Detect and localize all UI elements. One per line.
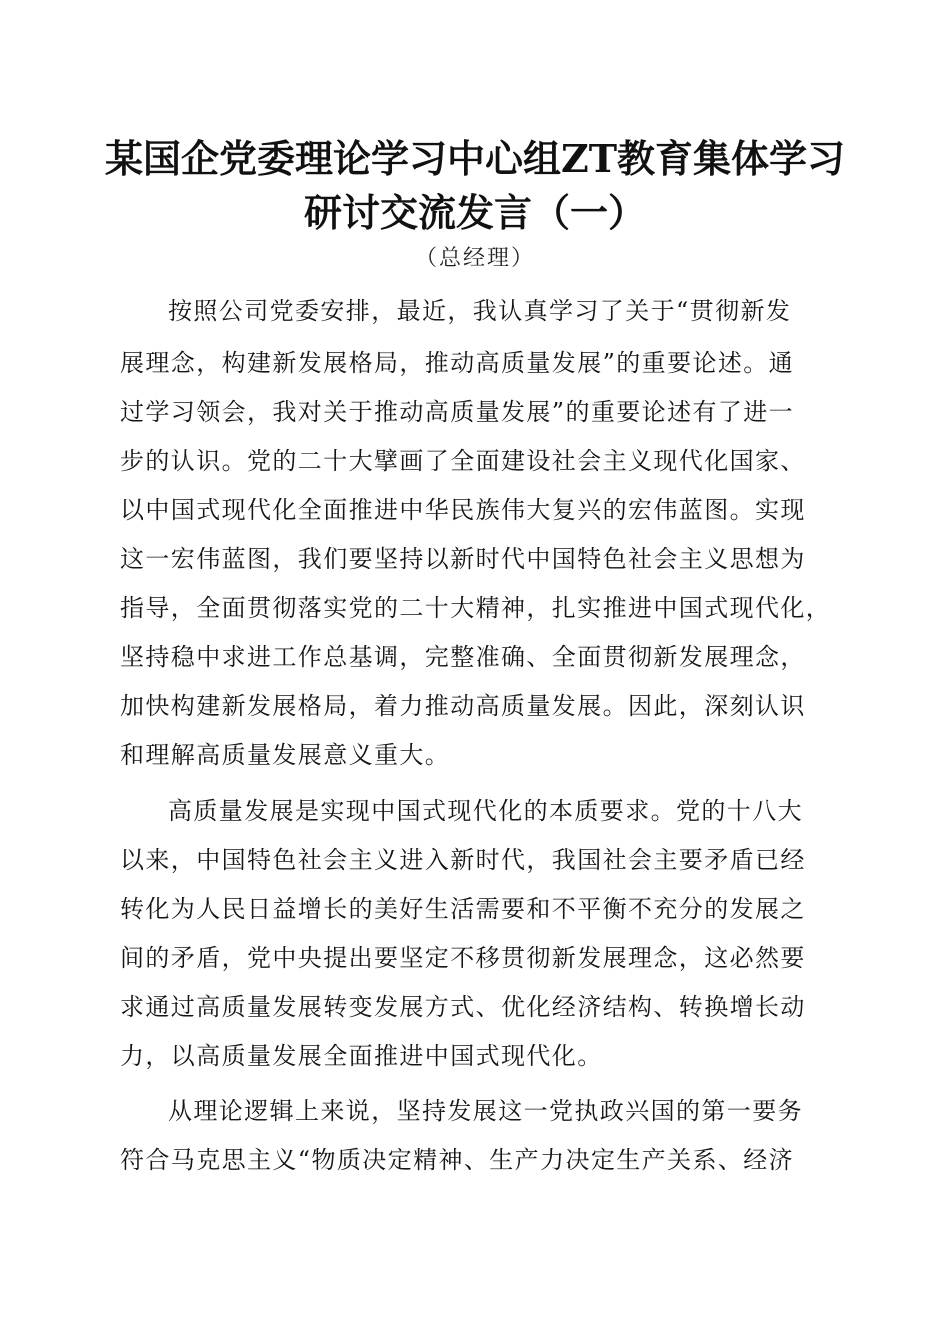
document-title-line-1: 某国企党委理论学习中心组ZT教育集体学习: [104, 136, 846, 181]
paragraph-2-line-4: 间的矛盾，党中央提出要坚定不移贯彻新发展理念，这必然要: [120, 944, 806, 972]
document-title-line-2: 研讨交流发言（一）: [303, 190, 646, 235]
paragraph-1-line-1: 按照公司党委安排，最近，我认真学习了关于“贯彻新发: [168, 297, 792, 325]
paragraph-1-line-2: 展理念，构建新发展格局，推动高质量发展”的重要论述。通: [120, 349, 795, 377]
paragraph-1-line-9: 加快构建新发展格局，着力推动高质量发展。因此，深刻认识: [120, 692, 806, 720]
paragraph-1-line-3: 过学习领会，我对关于推动高质量发展”的重要论述有了进一: [120, 398, 795, 426]
paragraph-1-line-6: 这一宏伟蓝图，我们要坚持以新时代中国特色社会主义思想为: [120, 545, 806, 573]
paragraph-1-line-7: 指导，全面贯彻落实党的二十大精神，扎实推进中国式现代化，: [120, 594, 832, 622]
paragraph-1-line-4: 步的认识。党的二十大擘画了全面建设社会主义现代化国家、: [120, 447, 806, 475]
paragraph-3-line-1: 从理论逻辑上来说，坚持发展这一党执政兴国的第一要务: [168, 1097, 803, 1125]
paragraph-3-line-2: 符合马克思主义“物质决定精神、生产力决定生产关系、经济: [120, 1146, 795, 1174]
paragraph-1-line-5: 以中国式现代化全面推进中华民族伟大复兴的宏伟蓝图。实现: [120, 496, 806, 524]
paragraph-2-line-1: 高质量发展是实现中国式现代化的本质要求。党的十八大: [168, 797, 803, 825]
paragraph-2-line-6: 力，以高质量发展全面推进中国式现代化。: [120, 1042, 603, 1070]
paragraph-2-line-5: 求通过高质量发展转变发展方式、优化经济结构、转换增长动: [120, 993, 806, 1021]
paragraph-2-line-2: 以来，中国特色社会主义进入新时代，我国社会主要矛盾已经: [120, 846, 806, 874]
paragraph-2-line-3: 转化为人民日益增长的美好生活需要和不平衡不充分的发展之: [120, 895, 806, 923]
paragraph-1-line-10: 和理解高质量发展意义重大。: [120, 741, 451, 769]
paragraph-1-line-8: 坚持稳中求进工作总基调，完整准确、全面贯彻新发展理念，: [120, 643, 806, 671]
document-subtitle: （总经理）: [414, 246, 535, 271]
